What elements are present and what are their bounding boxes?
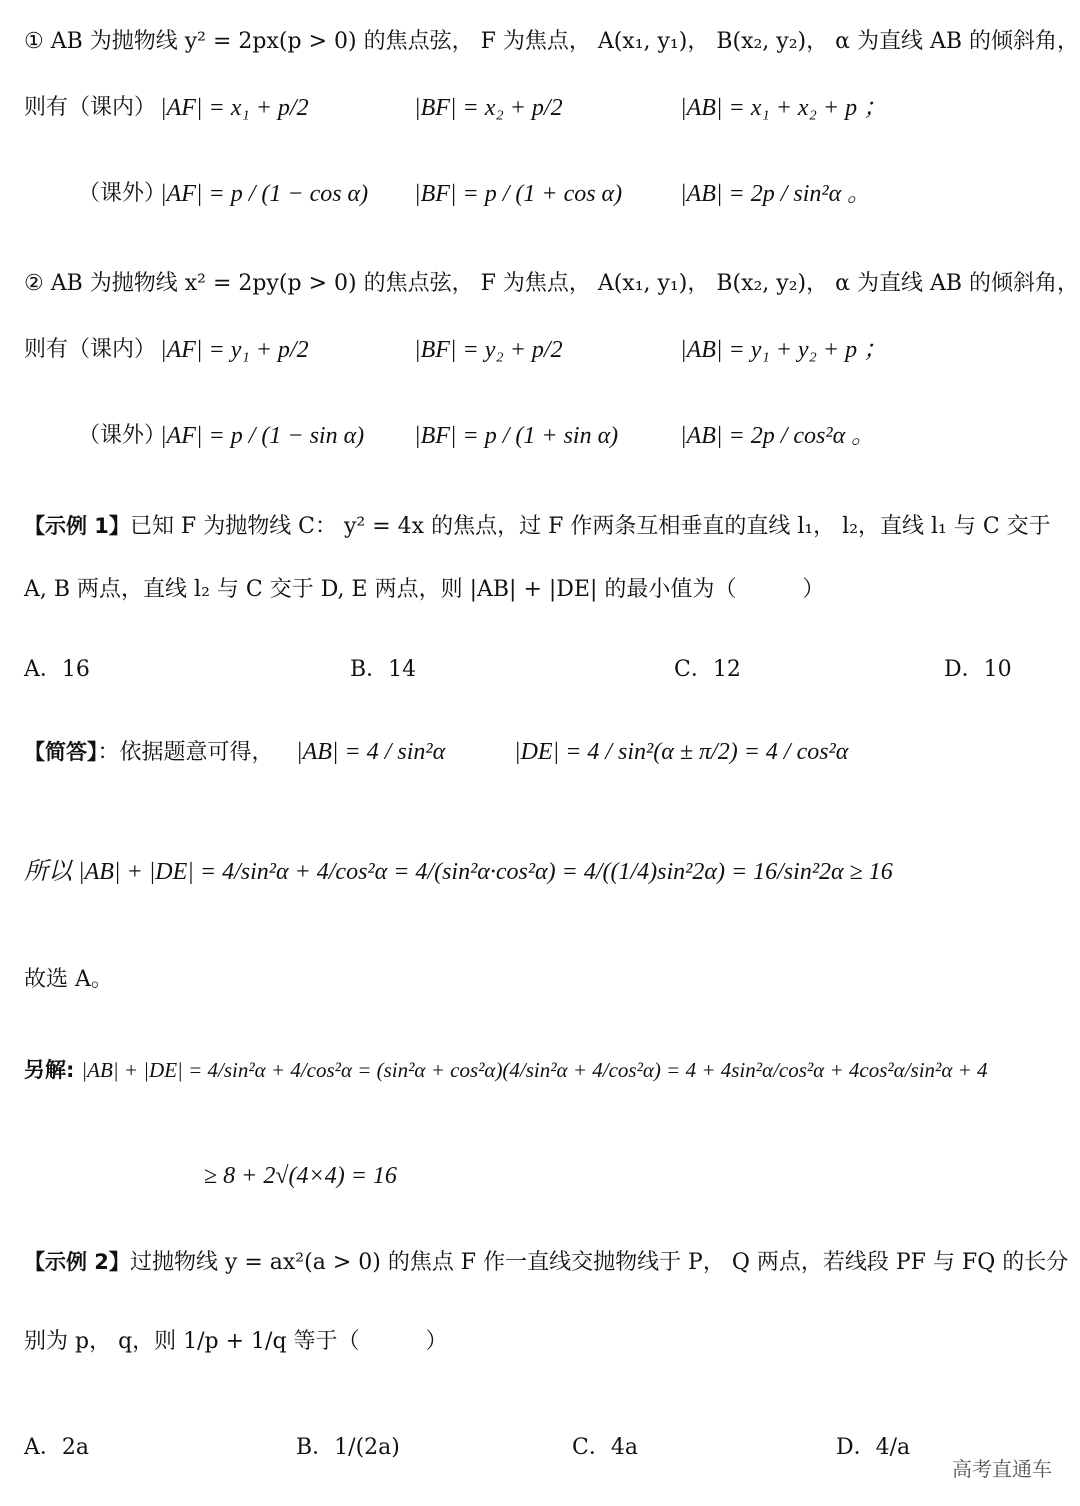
example1-options	[24, 640, 1056, 700]
answer1-alt-line2: ≥ 8 + 2√(4×4) = 16	[204, 1163, 397, 1189]
item1-out-af: |AF| = p / (1 − cos α)	[160, 181, 369, 207]
answer1-alt-expr: |AB| + |DE| = 4/sin²α + 4/cos²α = (sin²α + cos²α)(4/sin²α + 4/cos²α) = 4 + 4sin²α/cos²α + 4cos²α/sin²α + 4	[81, 1058, 988, 1082]
item1-out-label: （课外）	[78, 181, 167, 206]
example2-option-b: B．1/(2a)	[296, 1435, 400, 1460]
item2-out-bf: |BF| = p / (1 + sin α)	[414, 423, 619, 449]
example1-stem1: 已知 F 为抛物线 C： y² = 4x 的焦点，过 F 作两条互相垂直的直线 l₁， l₂，直线 l₁ 与 C 交于	[129, 514, 1051, 539]
answer1-alt-line1	[24, 1040, 1056, 1100]
example1-option-c: C．12	[674, 657, 741, 682]
example2-options	[24, 1418, 1056, 1478]
example2-stem-line1	[24, 1232, 1069, 1292]
answer1-tag: 【简答】	[24, 740, 98, 764]
example2-option-c: C．4a	[572, 1435, 638, 1460]
item1-in-af: |AF| = x₁ + p/2	[160, 95, 309, 121]
item1-out-row	[24, 164, 1056, 224]
item2-out-af: |AF| = p / (1 − sin α)	[160, 423, 365, 449]
item1-in-ab: |AB| = x₁ + x₂ + p ；	[680, 95, 888, 121]
answer1-line1	[24, 722, 1056, 782]
item1-out-bf: |BF| = p / (1 + cos α)	[414, 181, 623, 207]
example1-option-a: A．16	[24, 657, 90, 682]
item1-in-row	[24, 78, 1056, 138]
item2-intro: ② AB 为抛物线 x² = 2py(p > 0) 的焦点弦， F 为焦点， A(x₁, y₁)， B(x₂, y₂)， α 为直线 AB 的倾斜角，	[24, 271, 1080, 296]
example1-option-b: B．14	[350, 657, 417, 682]
item2-out-label: （课外）	[78, 423, 167, 448]
answer1-alt-tag: 另解:	[24, 1058, 75, 1082]
item1-intro: ① AB 为抛物线 y² = 2px(p > 0) 的焦点弦， F 为焦点， A(x₁, y₁)， B(x₂, y₂)， α 为直线 AB 的倾斜角，	[24, 29, 1080, 54]
answer1-de: |DE| = 4 / sin²(α ± π/2) = 4 / cos²α	[514, 739, 849, 765]
example1-tag: 【示例 1】	[24, 514, 130, 538]
item1-in-bf: |BF| = x₂ + p/2	[414, 95, 563, 121]
item1-out-ab: |AB| = 2p / sin²α 。	[680, 181, 872, 207]
example2-stem1: 过抛物线 y = ax²(a > 0) 的焦点 F 作一直线交抛物线于 P， Q 两点，若线段 PF 与 FQ 的长分	[129, 1250, 1069, 1275]
item2-out-row	[24, 406, 1056, 466]
example2-stem-line2: 别为 p， q，则 1/p + 1/q 等于（ ）	[24, 1329, 448, 1354]
item1-in-label: 则有（课内）	[24, 95, 157, 120]
answer1-ab: |AB| = 4 / sin²α	[296, 739, 446, 765]
answer1-conclusion: 故选 A。	[24, 967, 113, 992]
example2-option-d: D．4/a	[836, 1435, 911, 1460]
item2-in-ab: |AB| = y₁ + y₂ + p ；	[680, 337, 888, 363]
item2-in-row	[24, 320, 1056, 380]
item2-in-af: |AF| = y₁ + p/2	[160, 337, 309, 363]
example1-stem-line2: A, B 两点，直线 l₂ 与 C 交于 D, E 两点，则 |AB| + |DE| 的最小值为（ ）	[24, 577, 825, 602]
example1-option-d: D．10	[944, 657, 1012, 682]
item2-in-bf: |BF| = y₂ + p/2	[414, 337, 563, 363]
example1-stem-line1	[24, 496, 1056, 556]
item2-out-ab: |AB| = 2p / cos²α 。	[680, 423, 876, 449]
item2-in-label: 则有（课内）	[24, 337, 157, 362]
watermark: 高考直通车	[952, 1457, 1052, 1481]
example2-option-a: A．2a	[24, 1435, 90, 1460]
answer1-intro: ：依据题意可得，	[97, 740, 274, 765]
example2-tag: 【示例 2】	[24, 1250, 130, 1274]
answer1-line2: 所以 |AB| + |DE| = 4/sin²α + 4/cos²α = 4/(sin²α·cos²α) = 4/((1/4)sin²2α) = 16/sin²2α ≥ 16	[24, 859, 893, 885]
